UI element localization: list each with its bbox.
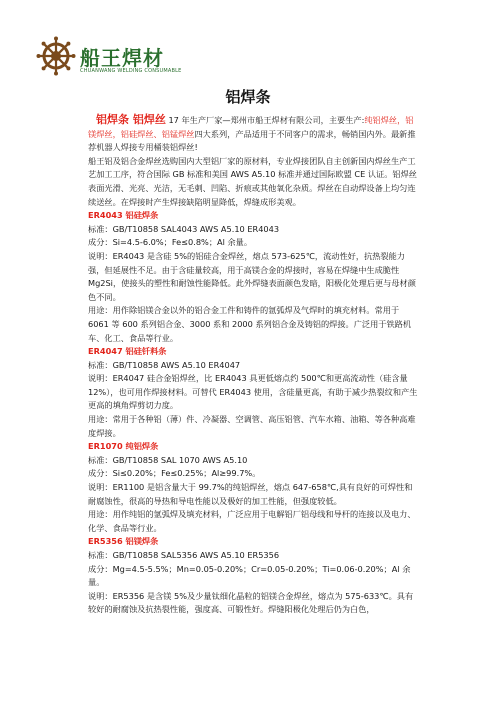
section-standard: 标准：GB/T10858 AWS A5.10 ER4047 (88, 359, 241, 370)
section-description: 说明：ER5356 是含镁 5%及少量钛细化晶粒的铝镁合金焊丝，熔点为 575-633℃。具有较好的耐腐蚀及抗热裂性能，强度高、可锻性好。焊缝阳极化处理后仍为白色， (88, 590, 414, 615)
brand-name: 船王焊材 (80, 46, 164, 70)
brand-header (36, 36, 236, 80)
section-description: 说明：ER1100 是铝含量大于 99.7%的纯铝焊丝，熔点 647-658℃,具有良好的可焊性和耐腐蚀性，很高的导热和导电性能以及极好的加工性能，但强度较低。 (88, 482, 413, 506)
document-body (88, 113, 418, 617)
intro-text-1: 17 年生产厂家—郑州市船王焊材有限公司，主要生产: (165, 115, 365, 125)
section-description: 说明：ER4043 是含硅 5%的铝硅合金焊丝，熔点 573-625℃，流动性好，抗热裂能力强，但延展性不足。由于含硅量较高，用于高镁合金的焊接时，容易在焊缝中生成脆性 Mg2Si，使接头的塑性和耐蚀性能降低。此外焊缝表面颜色发暗，阳极化处理后更与母材颜色不同。 (88, 250, 416, 302)
section-standard: 标准：GB/T10858 SAL5356 AWS A5.10 ER5356 (88, 550, 280, 560)
intro-products: 纯铝焊丝，铝镁焊丝，铝硅焊丝、铝锰焊丝 (88, 115, 414, 139)
section-composition: 成分：Mg=4.5-5.5%；Mn=0.05-0.20%；Cr=0.05-0.20%；Ti=0.06-0.20%；Al 余量。 (88, 563, 411, 588)
document-title: 铝焊条 (225, 88, 271, 106)
intro-paragraph (88, 113, 418, 155)
section-standard: 标准：GB/T10858 SAL 1070 AWS A5.10 (88, 454, 248, 465)
section-description: 说明：ER4047 硅合金铝焊丝，比 ER4043 具更低熔点约 500℃和更高流动性（硅含量 12%），也可用作焊接材料。可替代 ER4043 使用，含硅量更高，有助于减少热裂纹和产生更高的填角焊剪切力度。 (88, 373, 418, 411)
section-title-er4047: ER4047 铝硅钎料条 (88, 346, 167, 357)
section-usage: 用途：用作除铝镁合金以外的铝合金工件和铸件的氩弧焊及气焊时的填充材料。常用于 6061 等 600 系列铝合金、3000 系和 2000 系列铝合金及铸铝的焊接。广泛用于铁路机车、化工、食品等行业。 (88, 305, 412, 343)
section-standard: 标准：GB/T10858 SAL4043 AWS A5.10 ER4043 (88, 223, 280, 234)
brand-subtitle: CHUANWANG WELDING CONSUMABLE (80, 68, 182, 74)
section-usage: 用途：常用于各种铝（薄）件、冷凝器、空调管、高压铝管、汽车水箱、油箱、等各种高难度焊接。 (88, 414, 416, 438)
intro-lead: 铝焊条 铝焊丝 (96, 113, 166, 126)
intro-text-2: 四大系列，产品适用于不同客户的需求，畅销国内外。最新推荐机器人焊接专用桶装铝焊丝! (88, 128, 416, 153)
section-title-er5356: ER5356 铝镁焊条 (88, 536, 159, 547)
section-composition: 成分：Si=4.5-6.0%；Fe≤0.8%；Al 余量。 (88, 237, 253, 248)
section-title-er1070: ER1070 纯铝焊条 (88, 441, 159, 452)
intro-paragraph-2: 船王铝及铝合金焊丝选购国内大型铝厂家的原材料，专业焊接团队自主创新国内焊丝生产工艺加工工序，符合国际 GB 标准和美国 AWS A5.10 标准并通过国际欧盟 CE 认证。铝焊丝表面光滑、光亮、光洁，无毛刺、凹陷、折痕或其他氧化杂质。焊丝在自动焊设备上均匀连续送丝。在焊接时产生焊接缺陷明显降低，焊缝成形美观。 (88, 155, 417, 207)
section-title-er4043: ER4043 铝硅焊条 (88, 210, 159, 221)
section-usage: 用途：用作纯铝的氩弧焊及填充材料，广泛应用于电解铝厂铝母线和导杆的连接以及电力、化学、食品等行业。 (88, 509, 416, 533)
section-composition: 成分：Si≤0.20%；Fe≤0.25%；Al≥99.7%。 (88, 468, 261, 479)
ship-wheel-logo-icon (36, 36, 76, 76)
